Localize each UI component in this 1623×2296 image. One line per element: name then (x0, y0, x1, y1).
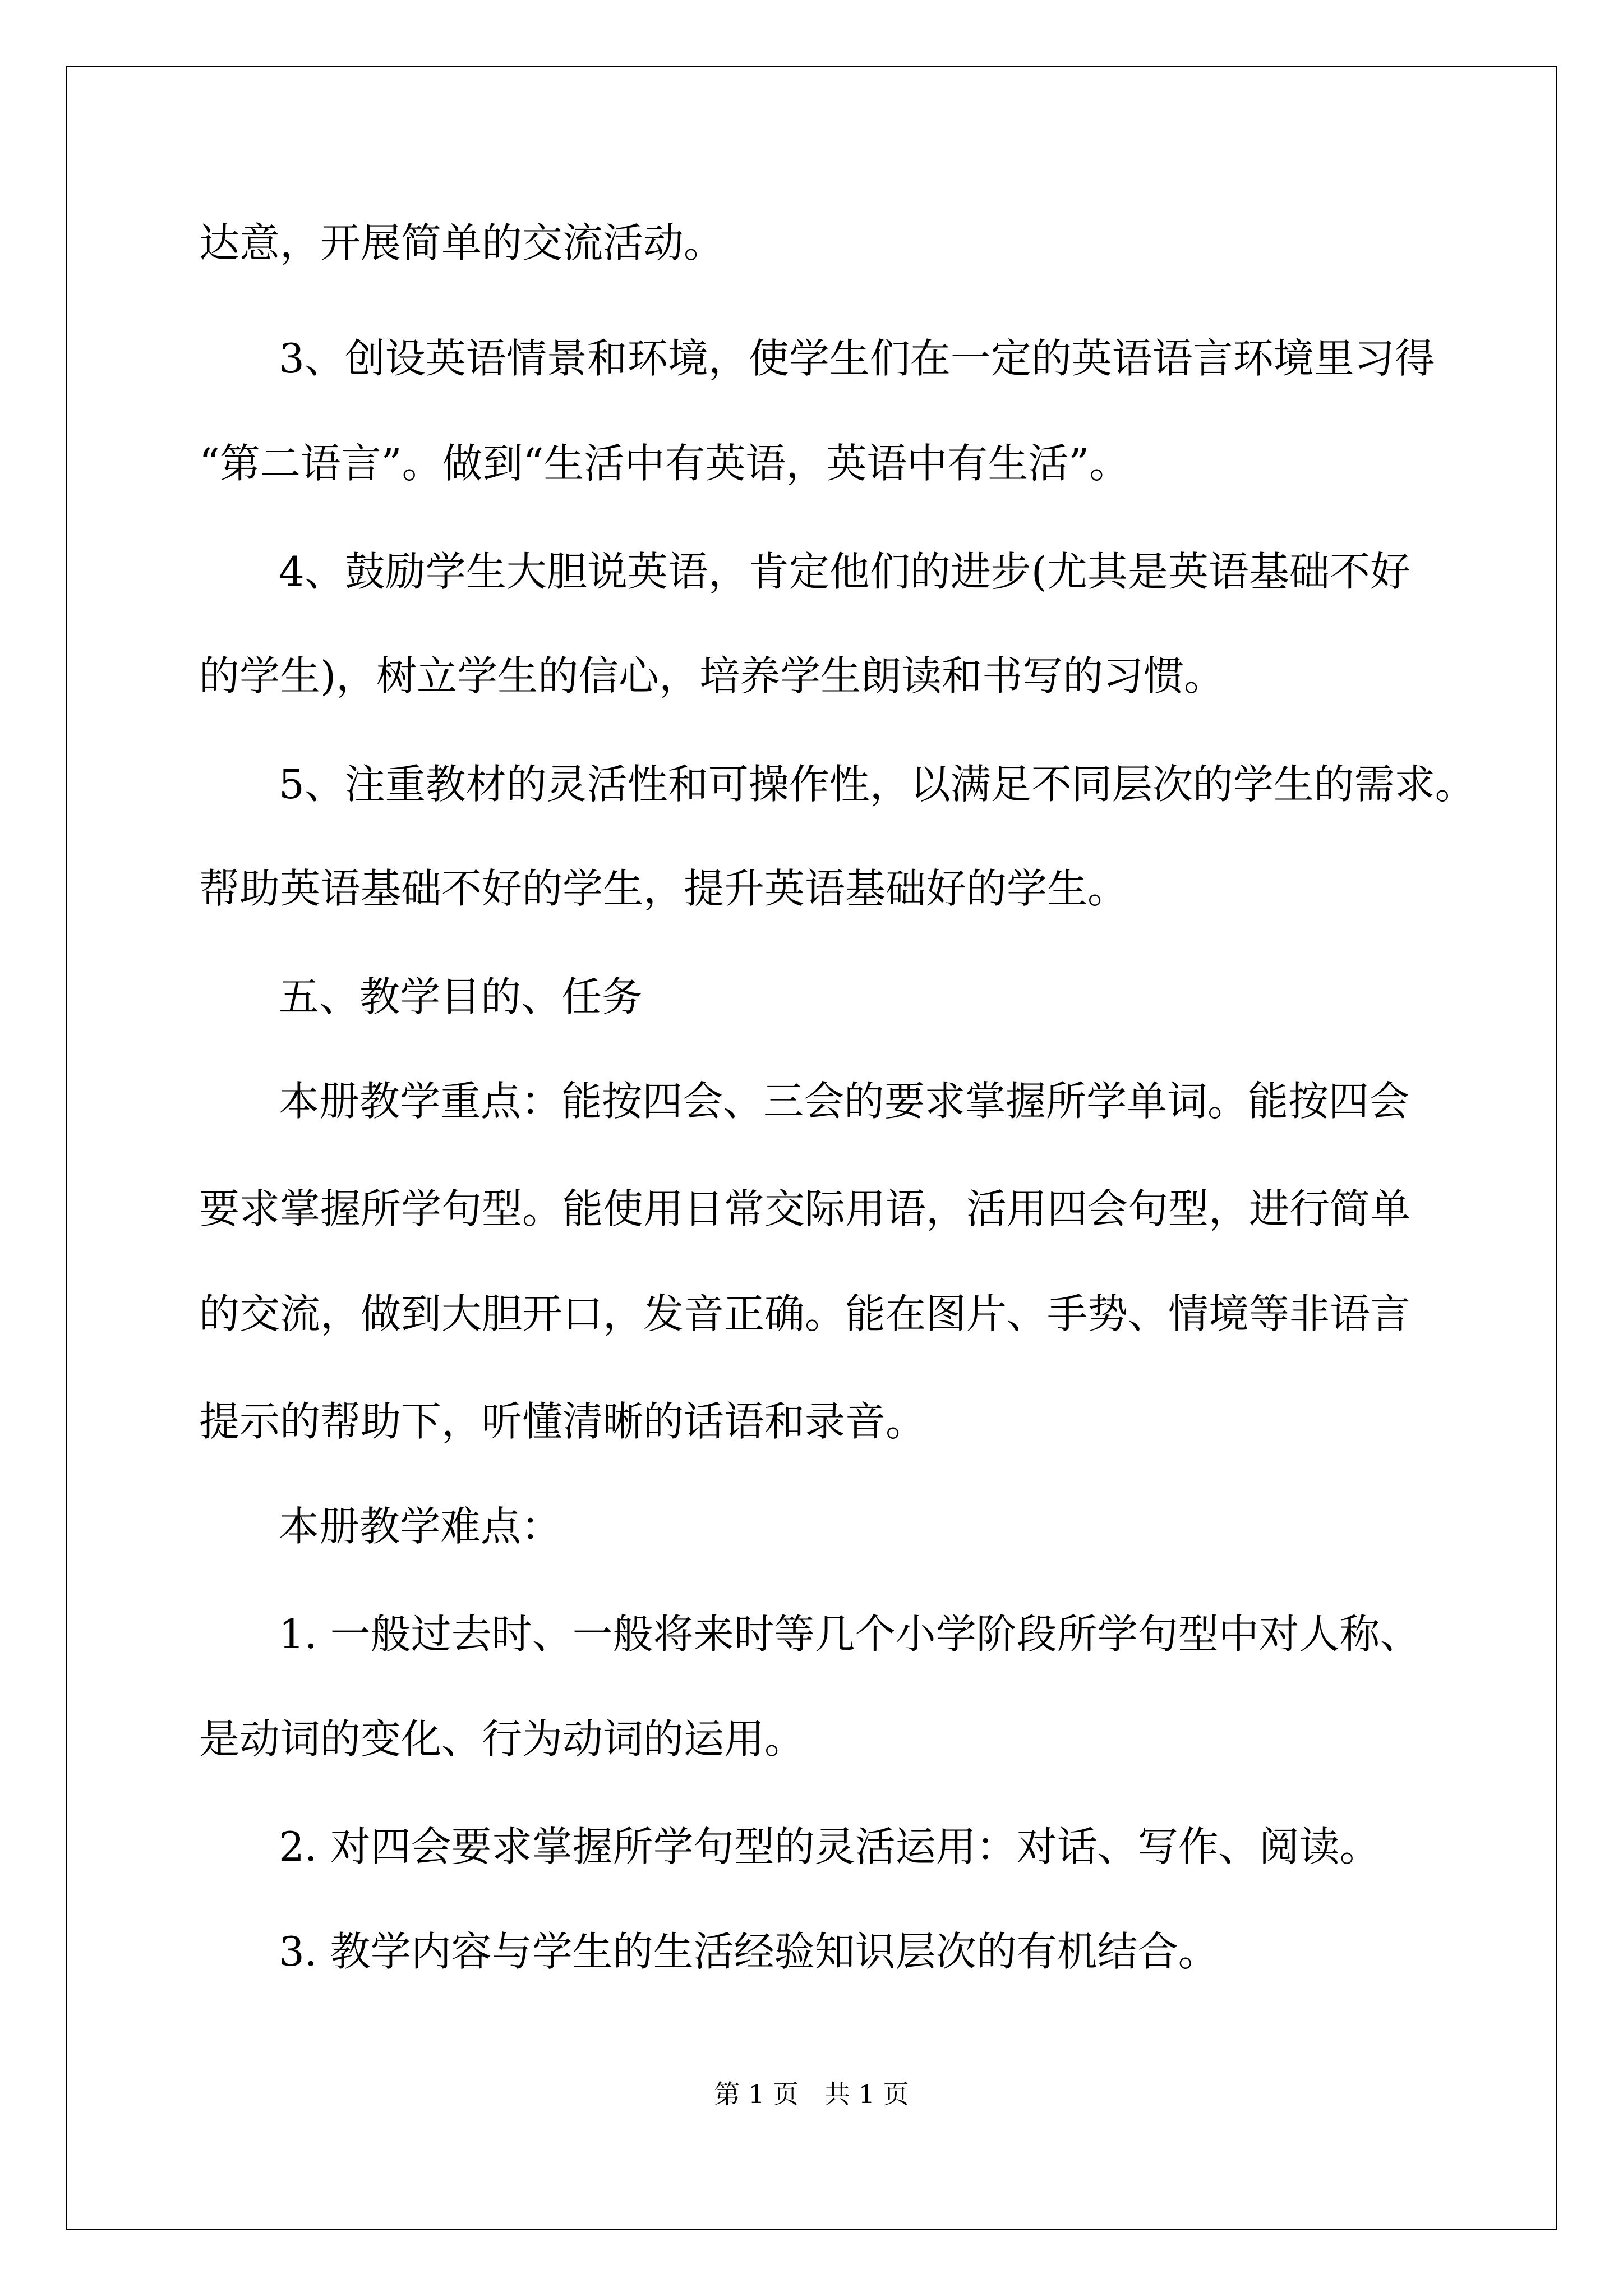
text-line-12: 提示的帮助下，听懂清晰的话语和录音。 (199, 1398, 926, 1445)
text-line-17: 3. 教学内容与学生的生活经验知识层次的有机结合。 (279, 1928, 1219, 1975)
text-line-7: 帮助英语基础不好的学生，提升英语基础好的学生。 (199, 865, 1128, 912)
text-line-2: 3、创设英语情景和环境，使学生们在一定的英语语言环境里习得 (279, 335, 1435, 382)
text-line-15: 是动词的变化、行为动词的运用。 (199, 1715, 805, 1763)
page-border (66, 66, 1557, 2230)
text-line-6: 5、注重教材的灵活性和可操作性，以满足不同层次的学生的需求。 (279, 761, 1476, 808)
text-line-3: “第二语言”。做到“生活中有英语，英语中有生活”。 (199, 440, 1130, 487)
text-line-5: 的学生)，树立学生的信心，培养学生朗读和书写的习惯。 (199, 652, 1225, 700)
text-line-1: 达意，开展简单的交流活动。 (199, 219, 725, 266)
text-line-11: 的交流，做到大胆开口，发音正确。能在图片、手势、情境等非语言 (199, 1290, 1411, 1337)
text-line-10: 要求掌握所学句型。能使用日常交际用语，活用四会句型，进行简单 (199, 1185, 1411, 1232)
page-footer: 第 1 页 共 1 页 (714, 2079, 909, 2109)
text-line-4: 4、鼓励学生大胆说英语，肯定他们的进步(尤其是英语基础不好 (279, 548, 1410, 595)
text-line-14: 1. 一般过去时、一般将来时等几个小学阶段所学句型中对人称、 (279, 1611, 1421, 1658)
text-line-9: 本册教学重点：能按四会、三会的要求掌握所学单词。能按四会 (279, 1078, 1410, 1125)
text-line-13: 本册教学难点： (279, 1503, 562, 1550)
text-line-16: 2. 对四会要求掌握所学句型的灵活运用：对话、写作、阅读。 (279, 1823, 1380, 1870)
section-heading: 五、教学目的、任务 (279, 973, 643, 1020)
